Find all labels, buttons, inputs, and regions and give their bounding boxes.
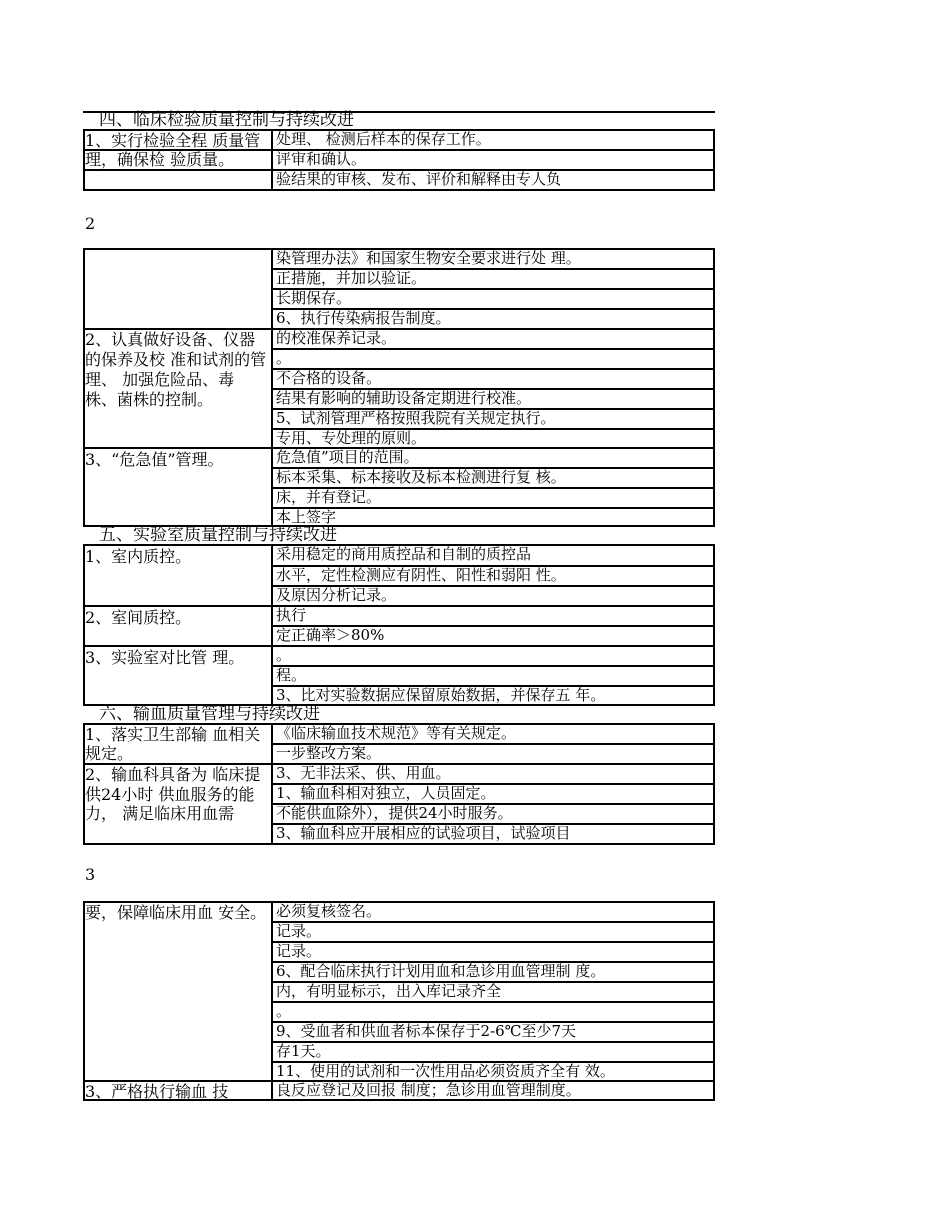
table-cell: 记录。 xyxy=(276,943,322,960)
table-cell: 染管理办法》和国家生物安全要求进行处 理。 xyxy=(276,250,581,267)
row-label: 3、严格执行输血 技 xyxy=(85,1083,229,1101)
table-cell: 专用、专处理的原则。 xyxy=(276,430,427,447)
table-cell: 采用稳定的商用质控品和自制的质控品 xyxy=(276,546,532,563)
row-label: 1、实行检验全程 质量管理，确保检 验质量。 xyxy=(85,131,261,169)
table-cell: 。 xyxy=(276,350,292,367)
table-cell: 的校准保养记录。 xyxy=(276,330,397,347)
table-cell: 结果有影响的辅助设备定期进行校准。 xyxy=(276,390,532,407)
row-label: 3、实验室对比管 理。 xyxy=(85,648,245,667)
table-cell: 验结果的审核、发布、评价和解释由专人负 xyxy=(276,171,562,188)
page-number: 3 xyxy=(85,865,96,884)
table-cell: 。 xyxy=(276,647,292,664)
table-cell: 执行 xyxy=(276,607,307,624)
table-cell: 6、配合临床执行计划用血和急诊用血管理制 度。 xyxy=(276,963,606,980)
table-cell: 不能供血除外），提供24小时服务。 xyxy=(276,805,513,822)
table-cell: 存1天。 xyxy=(276,1043,331,1060)
table-cell: 标本采集、标本接收及标本检测进行复 核。 xyxy=(276,469,566,486)
table-cell: 3、比对实验数据应保留原始数据，并保存五 年。 xyxy=(276,687,606,704)
table-cell: 定正确率＞80% xyxy=(276,627,385,644)
table-cell: 1、输血科相对独立，人员固定。 xyxy=(276,785,496,802)
row-label: 3、“危急值”管理。 xyxy=(85,451,224,469)
table-cell: 床，并有登记。 xyxy=(276,489,382,506)
section-heading: 四、临床检验质量控制与持续改进 xyxy=(99,110,354,130)
table-cell: 及原因分析记录。 xyxy=(276,587,397,604)
table-main xyxy=(83,248,715,845)
table-cell: 正措施，并加以验证。 xyxy=(276,270,427,287)
table-cell: 。 xyxy=(276,1003,292,1020)
table-cell: 11、使用的试剂和一次性用品必须资质齐全有 效。 xyxy=(276,1063,615,1080)
page-number: 2 xyxy=(85,214,96,233)
table-cell: 本上签字 xyxy=(276,509,337,526)
table-cell: 程。 xyxy=(276,667,307,684)
table-cell: 3、输血科应开展相应的试验项目，试验项目 xyxy=(276,825,571,842)
table-cell: 9、受血者和供血者标本保存于2-6℃至少7天 xyxy=(276,1023,577,1040)
table-cell: 不合格的设备。 xyxy=(276,370,382,387)
row-label: 2、认真做好设备、仪器的保养及校 准和试剂的管理、 加强危险品、毒 株、菌株的控制。 xyxy=(85,330,267,409)
table-cell: 评审和确认。 xyxy=(276,151,367,168)
table-cell: 3、无非法采、供、用血。 xyxy=(276,765,451,782)
row-label: 要，保障临床用血 安全。 xyxy=(85,903,267,922)
table-cell: 水平，定性检测应有阴性、阳性和弱阳 性。 xyxy=(276,567,566,584)
row-label: 1、落实卫生部输 血相关规定。 xyxy=(85,725,261,763)
table-cell: 6、执行传染病报告制度。 xyxy=(276,310,451,327)
table-cell: 《临床输血技术规范》等有关规定。 xyxy=(276,725,517,742)
table-cell: 危急值”项目的范围。 xyxy=(276,449,419,466)
table-cell: 记录。 xyxy=(276,923,322,940)
table-cell: 5、试剂管理严格按照我院有关规定执行。 xyxy=(276,410,556,427)
row-label: 2、输血科具备为 临床提供24小时 供血服务的能力， 满足临床用血需 xyxy=(85,765,261,823)
table-section-6-cont xyxy=(83,901,715,1101)
table-cell: 长期保存。 xyxy=(276,290,352,307)
row-label: 2、室间质控。 xyxy=(85,609,192,627)
row-label: 1、室内质控。 xyxy=(85,548,192,566)
table-cell: 处理、 检测后样本的保存工作。 xyxy=(276,131,491,148)
table-cell: 内，有明显标示，出入库记录齐全 xyxy=(276,983,502,1000)
table-cell: 良反应登记及回报 制度；急诊用血管理制度。 xyxy=(276,1082,581,1099)
section-heading: 五、实验室质量控制与持续改进 xyxy=(99,525,337,545)
section-heading: 六、输血质量管理与持续改进 xyxy=(99,704,320,724)
table-cell: 必须复核签名。 xyxy=(276,903,382,920)
table-section-4 xyxy=(83,111,715,191)
table-cell: 一步整改方案。 xyxy=(276,745,382,762)
